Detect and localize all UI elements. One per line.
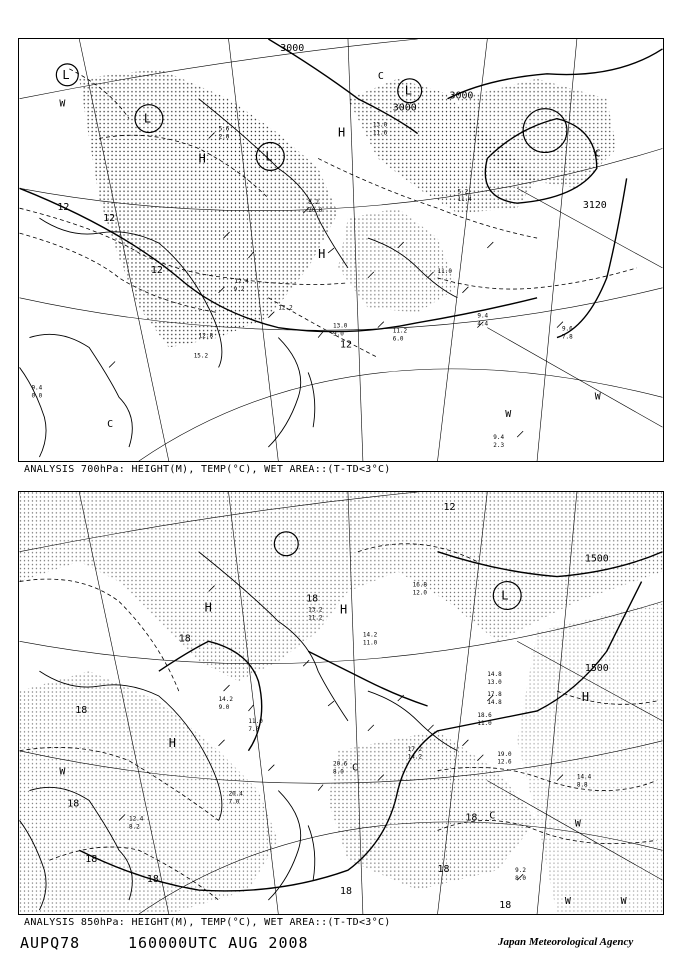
svg-text:14.2: 14.2 [407,753,423,761]
svg-text:9.2: 9.2 [515,867,526,875]
svg-text:14.8: 14.8 [487,698,502,706]
height-label: 1500 [584,553,609,565]
warm-center-marker: W [564,896,571,908]
svg-text:20.6: 20.6 [333,760,348,768]
svg-text:20.4: 20.4 [228,790,243,798]
svg-text:13.0: 13.0 [372,121,388,129]
low-pressure-marker: L [404,83,412,98]
warm-center-marker: W [574,818,581,830]
svg-text:2.0: 2.0 [218,133,230,141]
cold-center-marker: C [489,810,496,822]
low-pressure-marker: L [265,149,273,164]
svg-text:7.0: 7.0 [228,798,240,806]
svg-text:17.8: 17.8 [487,691,502,699]
temp-label: 12 [103,213,116,225]
svg-text:2.3: 2.3 [493,442,505,450]
high-pressure-marker: H [168,735,177,750]
panel-caption-850: ANALYSIS 850hPa: HEIGHT(M), TEMP(°C), WET AREA::(T-TD<3°C) [24,917,391,928]
svg-text:9.4: 9.4 [31,384,43,392]
svg-text:12.4: 12.4 [234,277,249,285]
svg-text:11.4: 11.4 [457,196,472,204]
warm-center-marker: W [620,896,627,908]
svg-text:14.4: 14.4 [576,773,592,781]
analysis-time: 160000UTC AUG 2008 [128,934,309,952]
bulletin-code: AUPQ78 [20,934,81,952]
svg-text:11.2: 11.2 [392,327,408,335]
cold-center-marker: C [351,762,358,774]
low-pressure-marker: L [62,67,70,82]
height-label: 3000 [449,90,474,102]
svg-text:16.8: 16.8 [412,581,428,589]
low-pressure-marker: L [501,588,509,603]
cold-center-marker: C [107,419,114,431]
svg-text:11.0: 11.0 [437,267,452,275]
svg-text:8.0: 8.0 [515,875,526,883]
svg-text:20.0: 20.0 [308,207,323,215]
temp-label: 18 [67,798,80,810]
height-label: 3000 [392,102,417,114]
svg-text:15.2: 15.2 [193,352,209,360]
cold-center-marker: C [594,148,601,160]
map-panel-850hpa [18,491,664,915]
cold-center-marker: C [377,70,384,82]
warm-center-marker: W [594,391,601,403]
svg-text:17.2: 17.2 [407,745,423,753]
svg-text:12.6: 12.6 [497,758,512,766]
low-pressure-marker: L [143,111,152,126]
svg-text:18.6: 18.6 [477,711,492,719]
svg-text:9.2: 9.2 [233,285,245,293]
svg-text:9.6: 9.6 [561,325,573,333]
svg-text:14.2: 14.2 [218,696,233,704]
svg-text:13.0: 13.0 [333,322,348,330]
high-pressure-marker: H [338,125,346,140]
svg-text:9.0: 9.0 [333,330,344,338]
high-pressure-marker: H [198,151,206,166]
svg-text:5.6: 5.6 [218,125,230,133]
svg-text:12.4: 12.4 [129,815,144,823]
svg-text:11.0: 11.0 [248,717,263,725]
temp-label: 18 [178,633,191,645]
svg-text:9.4: 9.4 [493,434,505,442]
high-pressure-marker: H [581,690,590,705]
panel-caption-700: ANALYSIS 700hPa: HEIGHT(M), TEMP(°C), WET AREA::(T-TD<3°C) [24,464,391,475]
svg-text:12.8: 12.8 [198,332,214,340]
svg-text:7.8: 7.8 [561,333,573,341]
high-pressure-marker: H [204,600,212,615]
svg-text:11.0: 11.0 [362,639,378,647]
high-pressure-marker: H [318,246,326,261]
height-label: 1500 [584,663,609,675]
map-panel-700hpa [18,38,664,462]
wet-area-850 [20,492,663,914]
svg-text:9.4: 9.4 [477,312,489,320]
svg-text:8.2: 8.2 [129,823,140,831]
svg-text:5.2: 5.2 [457,188,469,196]
temp-label: 12 [150,264,163,276]
agency-name: Japan Meteorological Agency [498,936,634,948]
svg-text:4.4: 4.4 [477,320,489,328]
weather-chart-700hpa [19,39,663,461]
warm-center-marker: W [59,98,66,110]
svg-text:7.0: 7.0 [248,725,260,733]
temp-label: 18 [465,812,478,824]
svg-text:13.0: 13.0 [487,679,502,687]
temp-label: 12 [443,501,456,513]
svg-text:14.8: 14.8 [487,671,502,679]
svg-text:9.0: 9.0 [218,703,230,711]
warm-center-marker: W [505,409,512,421]
temp-label: 18 [75,704,88,716]
svg-text:11.6: 11.6 [372,129,388,137]
svg-text:12.2: 12.2 [278,304,293,312]
svg-text:0.0: 0.0 [31,392,43,400]
svg-text:11.0: 11.0 [477,719,492,727]
temp-label: 18 [146,874,159,886]
temp-label: 12 [340,339,352,351]
temp-label: 12 [57,202,70,214]
temp-label: 18 [340,886,352,898]
svg-text:12.0: 12.0 [412,589,428,597]
temp-label: 18 [437,864,450,876]
height-label: 3120 [582,200,607,212]
svg-text:11.2: 11.2 [308,614,323,622]
svg-text:14.2: 14.2 [362,631,378,639]
temp-label: 18 [85,854,98,866]
warm-center-marker: W [59,766,66,778]
height-label: 3000 [280,42,305,54]
svg-text:13.2: 13.2 [308,606,323,614]
svg-text:8.2: 8.2 [308,199,319,207]
temp-label: 18 [499,900,512,912]
svg-text:6.0: 6.0 [392,335,404,343]
svg-text:19.0: 19.0 [497,750,512,758]
svg-text:8.8: 8.8 [576,781,588,789]
temp-label: 18 [306,593,319,605]
high-pressure-marker: H [340,602,348,617]
svg-text:8.0: 8.0 [333,768,344,776]
weather-chart-850hpa [19,492,663,914]
